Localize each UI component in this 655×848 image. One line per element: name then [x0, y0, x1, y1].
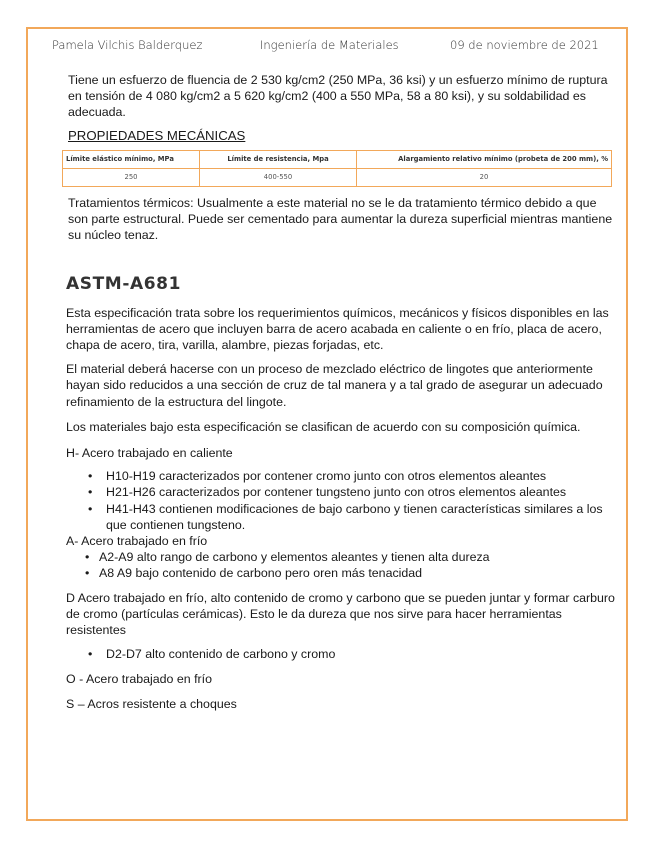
- list-item: • H10-H19 caracterizados por contener cromo junto con otros elementos aleantes: [66, 468, 618, 484]
- table-header-row: [63, 150, 612, 168]
- treatment-paragraph: Tratamientos térmicos: Usualmente a este material no se le da tratamiento térmico debido a que son parte estructural. Puede ser cementado para aumentar la dureza superficial mientras mantiene su núcleo tenaz.: [68, 195, 613, 243]
- table-cell: 400-550: [200, 168, 357, 186]
- s-group-title: S – Acros resistente a choques: [66, 696, 237, 711]
- o-group-title: O - Acero trabajado en frío: [66, 672, 213, 687]
- h-group-title: H- Acero trabajado en caliente: [66, 446, 233, 461]
- mechanical-properties-heading: PROPIEDADES MECÁNICAS: [68, 127, 246, 143]
- classification-paragraph: Los materiales bajo esta especificación se clasifican de acuerdo con su composición química.: [66, 419, 581, 434]
- list-item: • H21-H26 caracterizados por contener tungsteno junto con otros elementos aleantes: [66, 484, 618, 500]
- spec-paragraph: Esta especificación trata sobre los requerimientos químicos, mecánicos y físicos disponibles en las herramientas de acero que incluyen barra de acero acabada en caliente o en frío, placa de acero, chapa de acero, tira, varilla, alambre, piezas forjadas, etc.: [66, 305, 609, 353]
- section-title: ASTM-A681: [66, 274, 182, 295]
- mechanical-properties-table: [62, 150, 612, 187]
- list-item: • H41-H43 contienen modificaciones de bajo carbono y tienen características similares a los que contienen tungsteno.: [66, 501, 618, 533]
- d-group-paragraph: D Acero trabajado en frío, alto contenido de cromo y carbono que se pueden juntar y formar carburo de cromo (partículas cerámicas). Esto le da dureza que nos sirve para hacer herramientas resistentes: [66, 590, 615, 638]
- list-item: • A8 A9 bajo contenido de carbono pero oren más tenacidad: [66, 565, 618, 581]
- header-author: Pamela Vilchis Balderquez: [52, 38, 203, 52]
- table-header-cell: Límite elástico mínimo, MPa: [63, 150, 200, 168]
- melting-paragraph: El material deberá hacerse con un proceso de mezclado eléctrico de lingotes que anteriormente hayan sido reducidos a una sección de cruz de tal manera y a tal grado de asegurar un adecuado refinamiento de la estructura del lingote.: [66, 362, 603, 409]
- intro-paragraph: Tiene un esfuerzo de fluencia de 2 530 kg/cm2 (250 MPa, 36 ksi) y un esfuerzo mínimo de ruptura en tensión de 4 080 kg/cm2 a 5 620 kg/cm2 (400 a 550 MPa, 58 a 80 ksi), y su soldabilidad es adecuada.: [68, 73, 608, 120]
- list-item: • D2-D7 alto contenido de carbono y cromo: [66, 646, 618, 662]
- a-group-title: A- Acero trabajado en frío: [66, 534, 208, 549]
- d-group-list: [66, 646, 618, 662]
- header-subject: Ingeniería de Materiales: [260, 38, 399, 52]
- header-date: 09 de noviembre de 2021: [450, 38, 599, 52]
- h-group-list: [66, 468, 618, 533]
- list-item: • A2-A9 alto rango de carbono y elementos aleantes y tienen alta dureza: [66, 549, 618, 565]
- table-row: [63, 168, 612, 186]
- table-header-cell: Alargamiento relativo mínimo (probeta de 200 mm), %: [357, 150, 612, 168]
- table-cell: 20: [357, 168, 612, 186]
- table-header-cell: Límite de resistencia, Mpa: [200, 150, 357, 168]
- document-body: [66, 72, 618, 712]
- a-group-list: [66, 549, 618, 581]
- table-cell: 250: [63, 168, 200, 186]
